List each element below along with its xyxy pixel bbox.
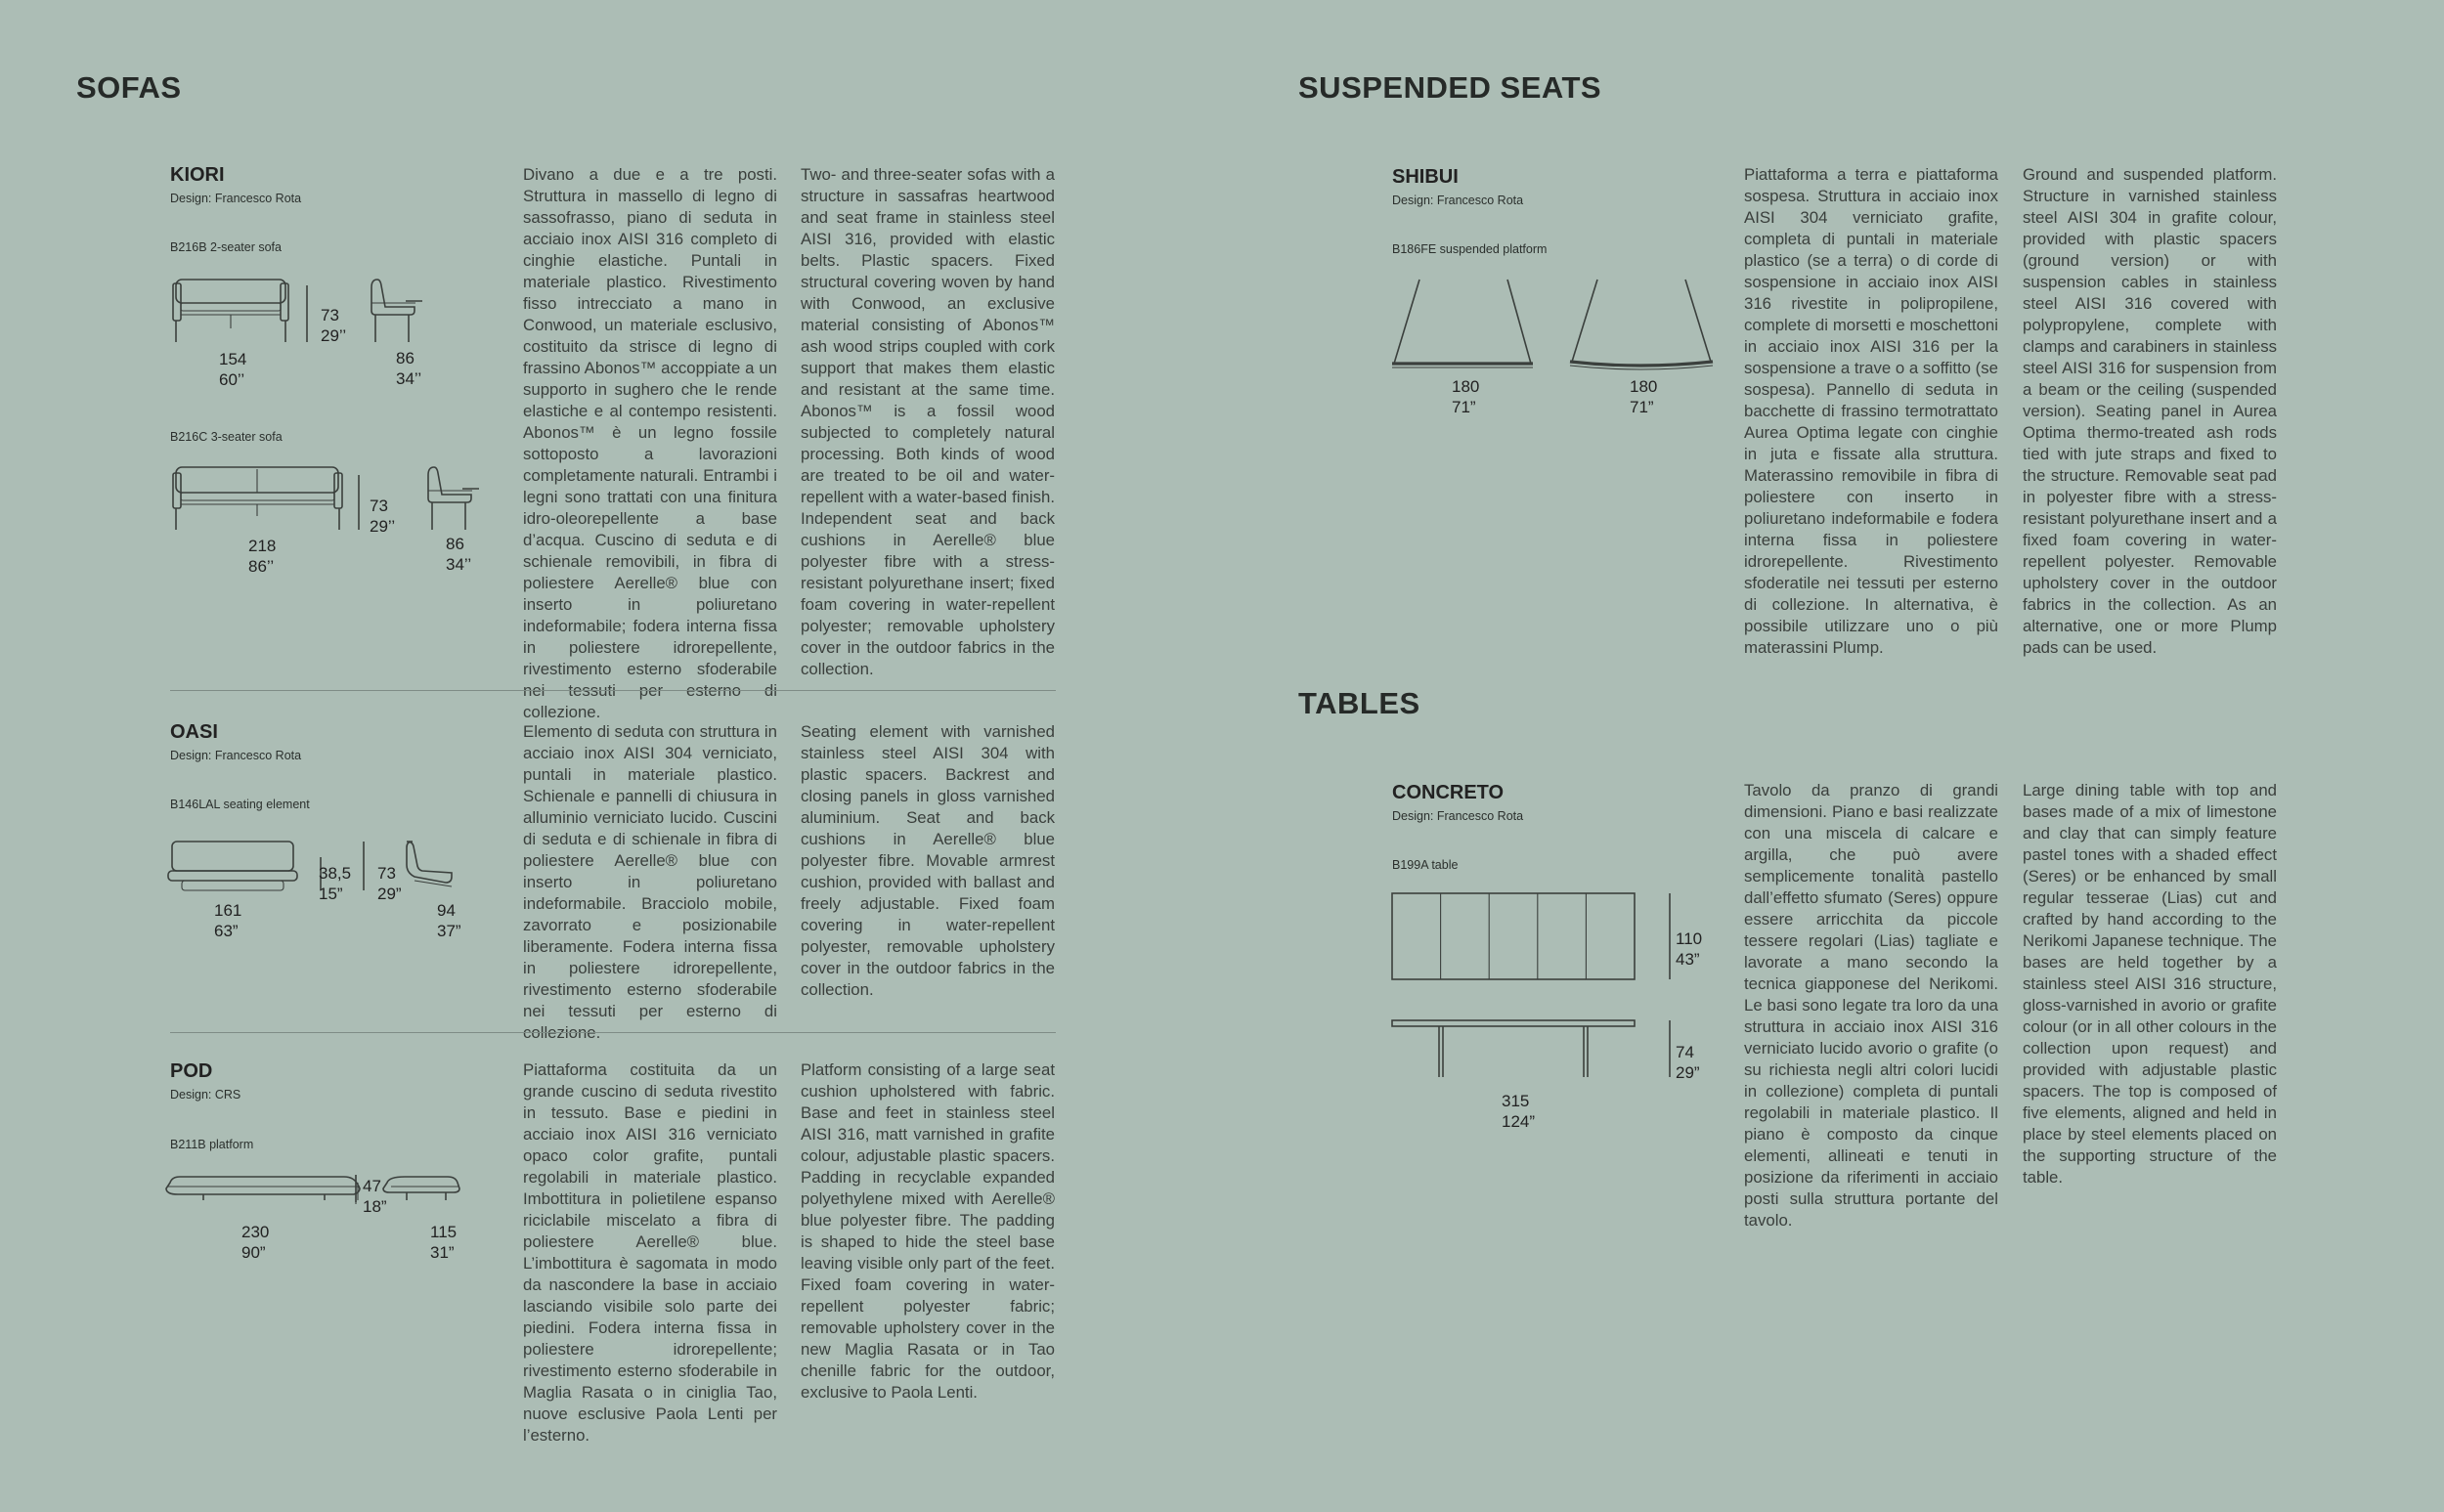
divider — [170, 690, 1056, 691]
description-english: Ground and suspended platform. Structure in varnished stainless steel AISI 304 in grafite colour, provided with plastic spacers (ground version) or with suspension cables in stainless steel AISI 316 covered with polypropylene, complete with clamps and carabiners in stainless steel AISI 316 for suspension from a beam or the ceiling (suspended version). Seating panel in Aurea Optima thermo-treated ash rods tied with jute straps and fixed to the structure. Removable seat pad in polyester fibre with a stress-resistant polyurethane insert and a fixed foam covering in water-repellent polyester. Removable upholstery cover in the outdoor fabrics in the collection. As an alternative, one or more Plump pads can be used. — [2023, 165, 2277, 657]
product-name: POD — [170, 1060, 213, 1082]
oasi-width-dim: 161 63” — [214, 901, 242, 940]
shibui-suspended-width-dim: 180 71” — [1630, 377, 1658, 416]
description-italian: Tavolo da pranzo di grandi dimensioni. Piano e basi realizzate con una miscela di calcare e argilla, che può avere semplicemente tonalità pastello dall’effetto sfumato (Seres) oppure essere arricchita da piccole tessere regolari (Lias) tagliate e lavorate a mano secondo la tecnica giapponese del Nerikomi. Le basi sono legate tra loro da una struttura in acciaio inox AISI 316 verniciato lucido avorio o grafite (o su richiesta negli altri colori lucidi in collezione) completa di puntali regolabili in materiale plastico. Il piano è composto da cinque elementi, allineati e tenuti in posizione da riferimenti in acciaio posti sulla struttura portante del tavolo. — [1744, 781, 1998, 1230]
description-italian: Piattaforma a terra e piattaforma sospesa. Struttura in acciaio inox AISI 304 verniciato grafite, completa di puntali in materiale plastico (se a terra) o di corde di sospensione in acciaio inox AISI 316 rivestite in polipropilene, complete di morsetti e moschettoni in acciaio inox AISI 316 per la sospensione a trave o a soffitto (se sospesa). Pannello di seduta in bacchette di frassino termotrattato Aurea Optima legate con cinghie in juta e fissate alla struttura. Materassino removibile in fibra di poliestere con inserto in poliuretano indeformabile e fodera interna fissa in poliestere idrorepellente. Rivestimento sfoderatile nei tessuti per esterno di collezione. In alternativa, è possibile utilizzare uno o più materassini Plump. — [1744, 165, 1998, 657]
product-code: B199A table — [1392, 858, 1459, 872]
kiori-3-seater-drawing — [166, 463, 518, 541]
section-title-suspended-seats: SUSPENDED SEATS — [1298, 70, 1602, 105]
description-english: Seating element with varnished stainless steel AISI 304 with plastic spacers. Backrest and closing panels in gloss varnished aluminium. Seat and back cushions in Aerelle® blue polyester fibre. Movable armrest cushion, provided with ballast and freely adjustable. Fixed foam covering in water-repellent polyester, removable upholstery cover in the outdoor fabrics in the collection. — [801, 722, 1055, 999]
divider — [170, 1032, 1056, 1033]
oasi-seat-height-dim: 38,5 15” — [319, 864, 352, 903]
product-code: B146LAL seating element — [170, 798, 310, 811]
shibui-drawing — [1388, 276, 1721, 373]
product-name: OASI — [170, 721, 218, 743]
concreto-height-dim: 74 29” — [1676, 1043, 1700, 1082]
shibui-ground-width-dim: 180 71” — [1452, 377, 1480, 416]
oasi-height-dim: 73 29” — [377, 864, 402, 903]
kiori-3-width-dim: 218 86’’ — [248, 537, 277, 576]
pod-depth-dim: 115 31” — [430, 1223, 458, 1262]
description-italian: Piattaforma costituita da un grande cuscino di seduta rivestito in tessuto. Base e piedini in acciaio inox AISI 316 verniciato opaco color grafite, puntali regolabili in materiale plastico. Imbottitura in polietilene espanso riciclabile miscelato a fibra di poliestere Aerelle® blue. L’imbottitura è sagomata in modo da nascondere la base in acciaio lasciando visibile solo parte dei piedini. Fodera interna fissa in poliestere idrorepellente; rivestimento esterno sfoderabile in Maglia Rasata o in ciniglia Tao, nuove esclusive Paola Lenti per l’esterno. — [523, 1060, 777, 1445]
product-name: CONCRETO — [1392, 782, 1505, 803]
product-code: B186FE suspended platform — [1392, 242, 1548, 256]
section-title-tables: TABLES — [1298, 686, 1420, 720]
concreto-width-dim: 315 124” — [1502, 1092, 1536, 1131]
kiori-3-height-dim: 73 29’’ — [370, 497, 396, 536]
description-italian: Elemento di seduta con struttura in acciaio inox AISI 304 verniciato, puntali in materiale plastico. Schienale e pannelli di chiusura in alluminio verniciato lucido. Cuscini di seduta e di schienale in fibra di poliestere Aerelle® blue con inserto in poliuretano indeformabile. Bracciolo mobile, zavorrato e posizionabile liberamente. Fodera interna fissa in poliestere idrorepellente, rivestimento esterno sfoderabile nei tessuti per esterno di collezione. — [523, 722, 777, 1042]
section-title-sofas: SOFAS — [76, 70, 182, 105]
product-designer: Design: Francesco Rota — [1392, 809, 1524, 823]
oasi-depth-dim: 94 37” — [437, 901, 461, 940]
kiori-2-depth-dim: 86 34’’ — [396, 349, 422, 388]
product-name: SHIBUI — [1392, 166, 1459, 188]
product-code: B216C 3-seater sofa — [170, 430, 283, 444]
product-code: B211B platform — [170, 1138, 254, 1151]
kiori-2-width-dim: 154 60’’ — [219, 350, 247, 389]
product-designer: Design: Francesco Rota — [170, 749, 302, 762]
description-english: Large dining table with top and bases made of a mix of limestone and clay that can simply feature pastel tones with a shaded effect (Seres) or be enhanced by small regular tesserae (Lias) cut and crafted by hand according to the Nerikomi Japanese technique. The bases are held together by a stainless steel AISI 316 structure, gloss-varnished in avorio or grafite colour (or in all other colours in the collection upon request) and provided with adjustable plastic spacers. The top is composed of five elements, aligned and held in place by steel elements placed on the supporting structure of the table. — [2023, 781, 2277, 1187]
description-italian: Divano a due e a tre posti. Struttura in massello di legno di sassofrasso, piano di seduta in acciaio inox AISI 316 completo di cinghie elastiche. Puntali in materiale plastico. Rivestimento fisso intrecciato a mano in Conwood, un materiale esclusivo, costituito da strisce di legno di frassino Abonos™ accoppiate a un supporto in sughero che le rende elastiche e al contempo resistenti. Abonos™ è un legno fossile sottoposto a lavorazioni completamente naturali. Entrambi i legni sono trattati con una finitura idro-oleorepellente a base d’acqua. Cuscino di seduta e di schienale removibili, in fibra di poliestere Aerelle® blue con inserto in poliuretano indeformabile; fodera interna fissa in poliestere idrorepellente, rivestimento esterno sfoderabile nei tessuti per esterno di collezione. — [523, 165, 777, 721]
product-designer: Design: CRS — [170, 1088, 241, 1102]
concreto-depth-dim: 110 43” — [1676, 929, 1703, 969]
product-designer: Design: Francesco Rota — [1392, 194, 1524, 207]
kiori-3-depth-dim: 86 34’’ — [446, 535, 472, 574]
description-english: Platform consisting of a large seat cushion upholstered with fabric. Base and feet in stainless steel AISI 316, matt varnished in grafite colour, adjustable plastic spacers. Padding in recyclable expanded polyethylene mixed with Aerelle® blue polyester fibre. The padding is shaped to hide the steel base leaving visible only part of the feet. Fixed foam covering in water-repellent polyester fabric; removable upholstery cover in the new Maglia Rasata or in Tao chenille fabric for the outdoor, exclusive to Paola Lenti. — [801, 1060, 1055, 1402]
product-name: KIORI — [170, 164, 225, 186]
pod-drawing — [164, 1169, 497, 1218]
kiori-2-seater-drawing — [166, 274, 459, 352]
pod-width-dim: 230 90” — [241, 1223, 270, 1262]
description-english: Two- and three-seater sofas with a structure in sassafras heartwood and seat frame in stainless steel AISI 316, provided with elastic belts. Plastic spacers. Fixed structural covering woven by hand with Conwood, an exclusive material consisting of Abonos™ ash wood strips coupled with cork support that makes them elastic and resistant at the same time. Abonos™ is a fossil wood subjected to completely natural processing. Both kinds of wood are treated to be oil and water-repellent with a water-based finish. Independent seat and back cushions in Aerelle® blue polyester fibre with a stress-resistant polyurethane insert; fixed foam covering in water-repellent polyester; removable upholstery cover in the outdoor fabrics in the collection. — [801, 165, 1055, 678]
kiori-2-height-dim: 73 29’’ — [321, 306, 347, 345]
product-code: B216B 2-seater sofa — [170, 240, 282, 254]
concreto-drawing — [1388, 889, 1701, 1085]
product-designer: Design: Francesco Rota — [170, 192, 302, 205]
pod-height-dim: 47 18” — [363, 1177, 387, 1216]
